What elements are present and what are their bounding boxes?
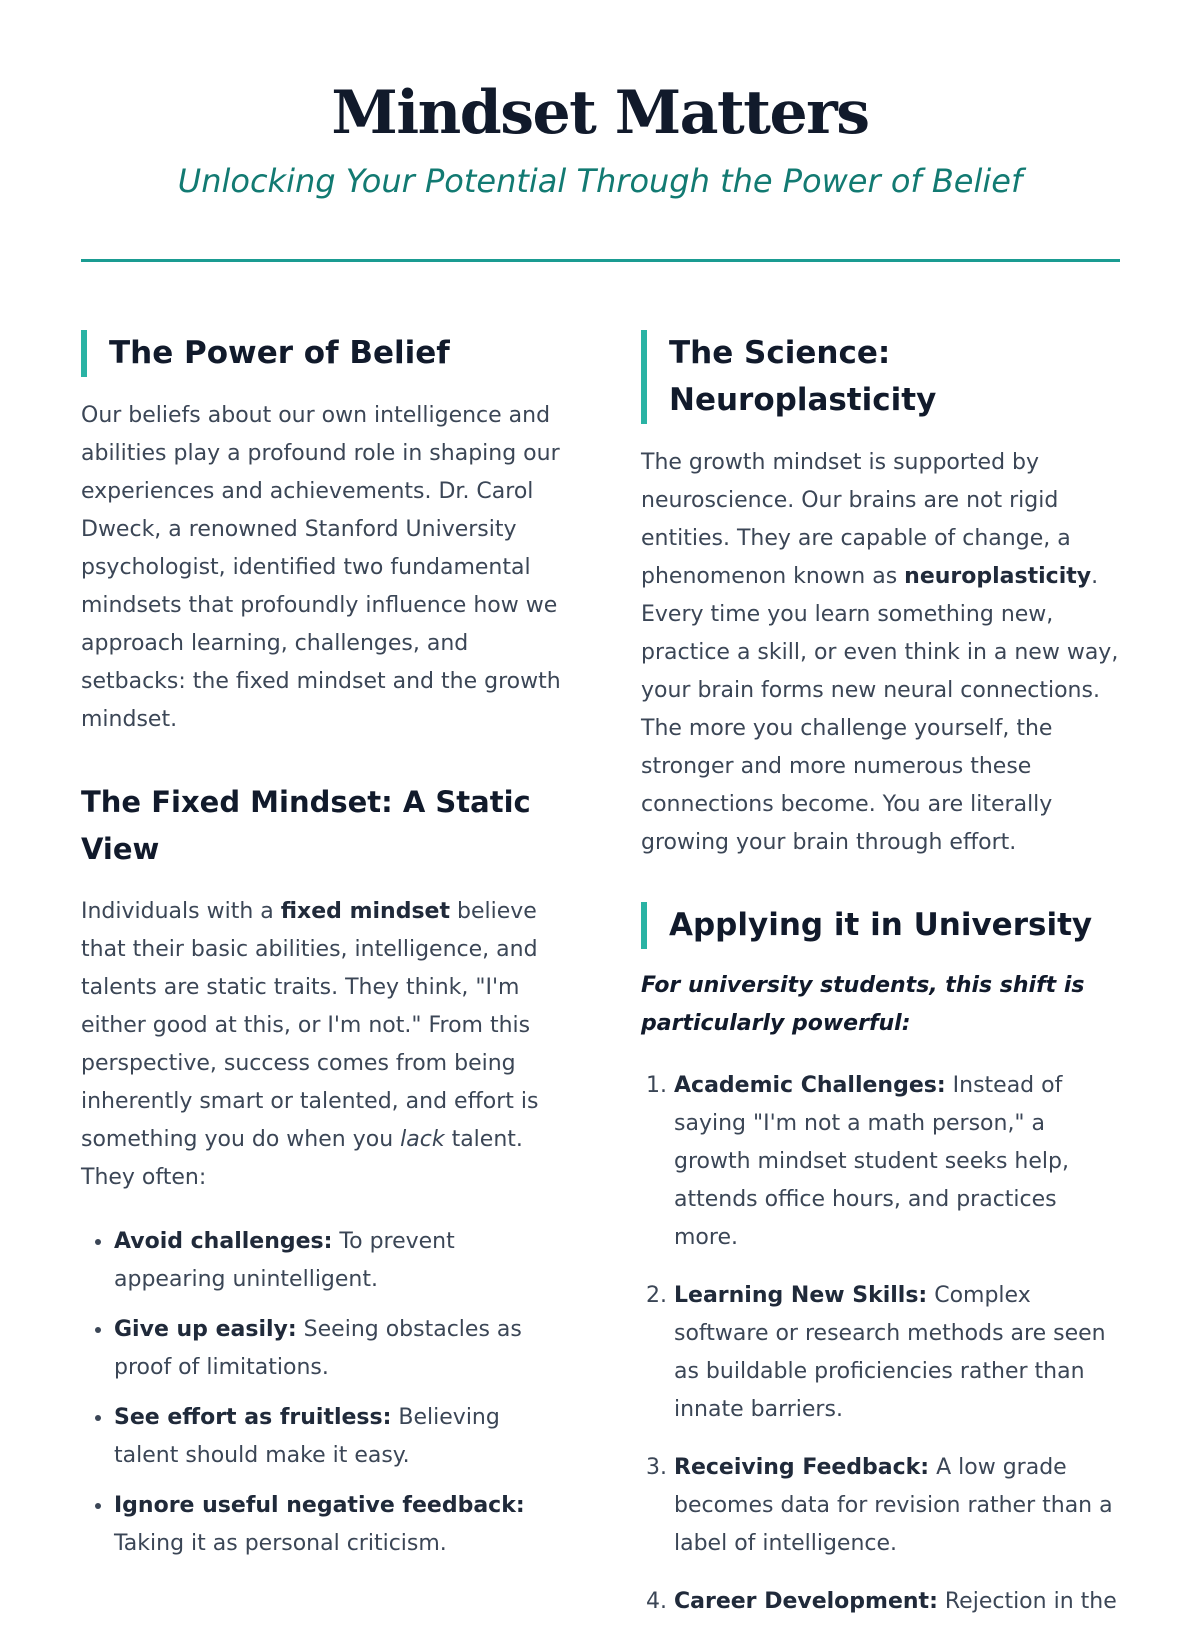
neuroplasticity-term: neuroplasticity: [904, 564, 1092, 589]
header-divider: [81, 259, 1120, 262]
list-item: 2. Learning New Skills: Complex software or research methods are seen as buildable proficiencies rather than innate barriers.: [674, 1277, 1119, 1429]
list-item: • Ignore useful negative feedback: Taking it as personal criticism.: [114, 1487, 563, 1563]
list-item: 1. Academic Challenges: Instead of saying "I'm not a math person," a growth mindset student seeks help, attends office hours, and practices more.: [674, 1067, 1119, 1257]
list-item: • See effort as fruitless: Believing talent should make it easy.: [114, 1399, 563, 1475]
page-title: Mindset Matters: [331, 78, 869, 148]
fixed-mindset-paragraph: Individuals with a fixed mindset believe that their basic abilities, intelligence, and talents are static traits. They think, "I'm either good at this, or I'm not." From this perspective, success comes from being inherently smart or talented, and effort is something you do when you lack talent. They often:: [81, 899, 539, 1190]
left-column: [81, 330, 563, 1575]
right-column: [641, 330, 1119, 1641]
sub-heading-fixed-mindset: The Fixed Mindset: A Static View: [81, 785, 531, 866]
section-heading-power-of-belief: The Power of Belief: [81, 330, 563, 377]
fixed-mindset-term: fixed mindset: [280, 899, 450, 924]
power-of-belief-paragraph: Our beliefs about our own intelligence and abilities play a profound role in shaping our experiences and achievements. Dr. Carol Dweck, a renowned Stanford University psychologist, identified two fundamental mindsets that profoundly influence how we approach learning, challenges, and setbacks: the fixed mindset and the growth mindset.: [81, 403, 561, 732]
applying-lead-text: For university students, this shift is particularly powerful:: [641, 973, 1085, 1036]
list-item: • Give up easily: Seeing obstacles as proof of limitations.: [114, 1311, 563, 1387]
neuroplasticity-paragraph: The growth mindset is supported by neuroscience. Our brains are not rigid entities. They are capable of change, a phenomenon known as neuroplasticity. Every time you learn something new, practice a skill, or even think in a new way, your brain forms new neural connections. The more you challenge yourself, the stronger and more numerous these connections become. You are literally growing your brain through effort.: [641, 450, 1119, 855]
fixed-mindset-list: [81, 1223, 563, 1563]
section-heading-applying-university: Applying it in University: [641, 902, 1119, 949]
list-item: 4. Career Development: Rejection in the: [674, 1583, 1119, 1621]
list-item: 3. Receiving Feedback: A low grade becomes data for revision rather than a label of intelligence.: [674, 1449, 1119, 1563]
section-heading-neuroplasticity: The Science: Neuroplasticity: [641, 330, 1119, 424]
list-item: • Avoid challenges: To prevent appearing unintelligent.: [114, 1223, 563, 1299]
page-subtitle: Unlocking Your Potential Through the Power of Belief: [177, 162, 1023, 200]
applying-list: [641, 1067, 1119, 1621]
lack-emphasis: lack: [400, 1127, 445, 1152]
